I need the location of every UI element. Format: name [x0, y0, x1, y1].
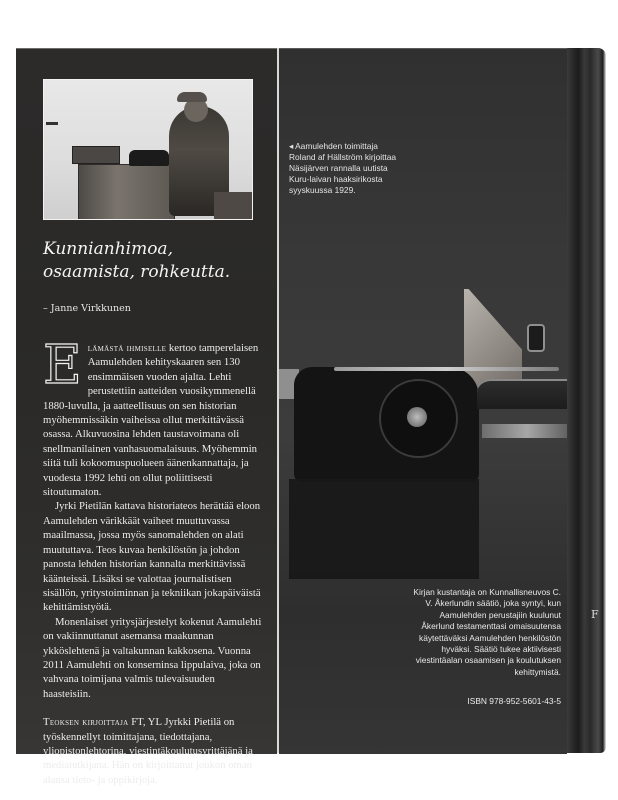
quote-author: – Janne Virkkunen — [43, 303, 131, 314]
typewriter-carriage-rail — [482, 424, 567, 438]
arrow-left-icon: ◂ — [289, 141, 294, 151]
typewriter-carriage — [477, 379, 567, 409]
typewriter-return-lever — [334, 367, 559, 371]
author-lead-in: Teoksen kirjoittaja — [43, 716, 129, 729]
typewriter-base — [289, 479, 479, 579]
blurb-text — [43, 335, 265, 787]
typewriter-lever-end — [527, 324, 545, 352]
photo-caption — [289, 141, 404, 196]
spine-logo-icon: F — [591, 608, 599, 621]
crate-shape — [78, 164, 175, 220]
box-shape — [214, 192, 252, 220]
publisher-note: Kirjan kustantaja on Kunnallisneuvos C. V. Åkerlundin säätiö, joka syntyi, kun Aamulehden perustajiin kuulunut Åkerlund testamenttasi omaisuutensa käytettäväksi Aamulehden henkilöstön hyväksi. Säätiö tukee aktiivisesti viestintäalan osaamisen ja koulutuksen kehittymistä. — [413, 587, 561, 677]
paragraph-1 — [43, 335, 265, 499]
typewriter-knob-center — [407, 407, 427, 427]
quote — [43, 238, 263, 284]
paragraph-2: Jyrki Pietilän kattava historiateos herättää eloon Aamulehden värikkäät vaiheet muuttuvassa maailmassa, jossa myös sanomalehden on alati muututtava. Teos kuvaa henkilöstön ja johdon panosta lehden historian kannalta merkittävissä käänteissä. Lisäksi se valottaa journalistisen sisällön, yritystoiminnan ja tekniikan jokapäiväistä kehittämistyötä. — [43, 500, 261, 614]
dropcap: E — [43, 335, 82, 396]
man-cap — [177, 92, 207, 102]
quote-line-1: Kunnianhimoa, — [43, 239, 173, 259]
quote-line-2: osaamista, rohkeutta. — [43, 262, 231, 282]
isbn: ISBN 978-952-5601-43-5 — [467, 696, 561, 706]
book-spine — [567, 48, 606, 753]
case-shape — [72, 146, 120, 164]
typewriter-shape — [129, 150, 169, 166]
left-panel — [16, 48, 277, 786]
right-panel — [279, 48, 567, 754]
author-bio-text: FT, YL Jyrkki Pietilä on työskennellyt toimittajana, tiedottajana, yliopistonlehtorina, viestintäkoulutusyrittäjänä ja mediatutkijana. Hän on kirjoittanut joukon oman alansa tieto- ja oppikirjoja. — [43, 716, 253, 786]
caption-text: Aamulehden toimittaja Roland af Hällström kirjoittaa Näsijärven rannalla uutista Kuru-laivan haaksirikosta syyskuussa 1929. — [289, 141, 397, 195]
paragraph-1-text: kertoo tamperelaisen Aamulehden kehityskaaren sen 130 ensimmäisen vuoden ajalta. Lehti perustettiin aatteiden vuosikymmenellä 1880-luvulla, ja aatteellisuus on sen historian myöhemmissäkin vaiheissa ollut merkittävässä osassa. Alkuvuosina lehden taustavoimana oli snellmanilainen vanhasuomalaisuus. Myöhemmin siitä tuli kokoomuspuolueen äänenkannattaja, ja vuodesta 1992 lehti on ollut poliittisesti sitoutumaton. — [43, 342, 259, 499]
historic-photo — [43, 79, 253, 220]
lead-in: lämästä ihmiselle — [87, 342, 167, 354]
paragraph-3: Monenlaiset yritysjärjestelyt kokenut Aamulehti on vakiinnuttanut asemansa maakunnan ykköslehtenä ja valtakunnan kakkosena. Vuonna 2011 Aamulehti on konserninsa lippulaiva, joka on vahvana toimijana valmis tulevaisuuden haasteisiin. — [43, 615, 262, 700]
author-bio — [43, 715, 265, 787]
boat-shape — [46, 122, 58, 125]
book-back-cover — [16, 48, 606, 786]
